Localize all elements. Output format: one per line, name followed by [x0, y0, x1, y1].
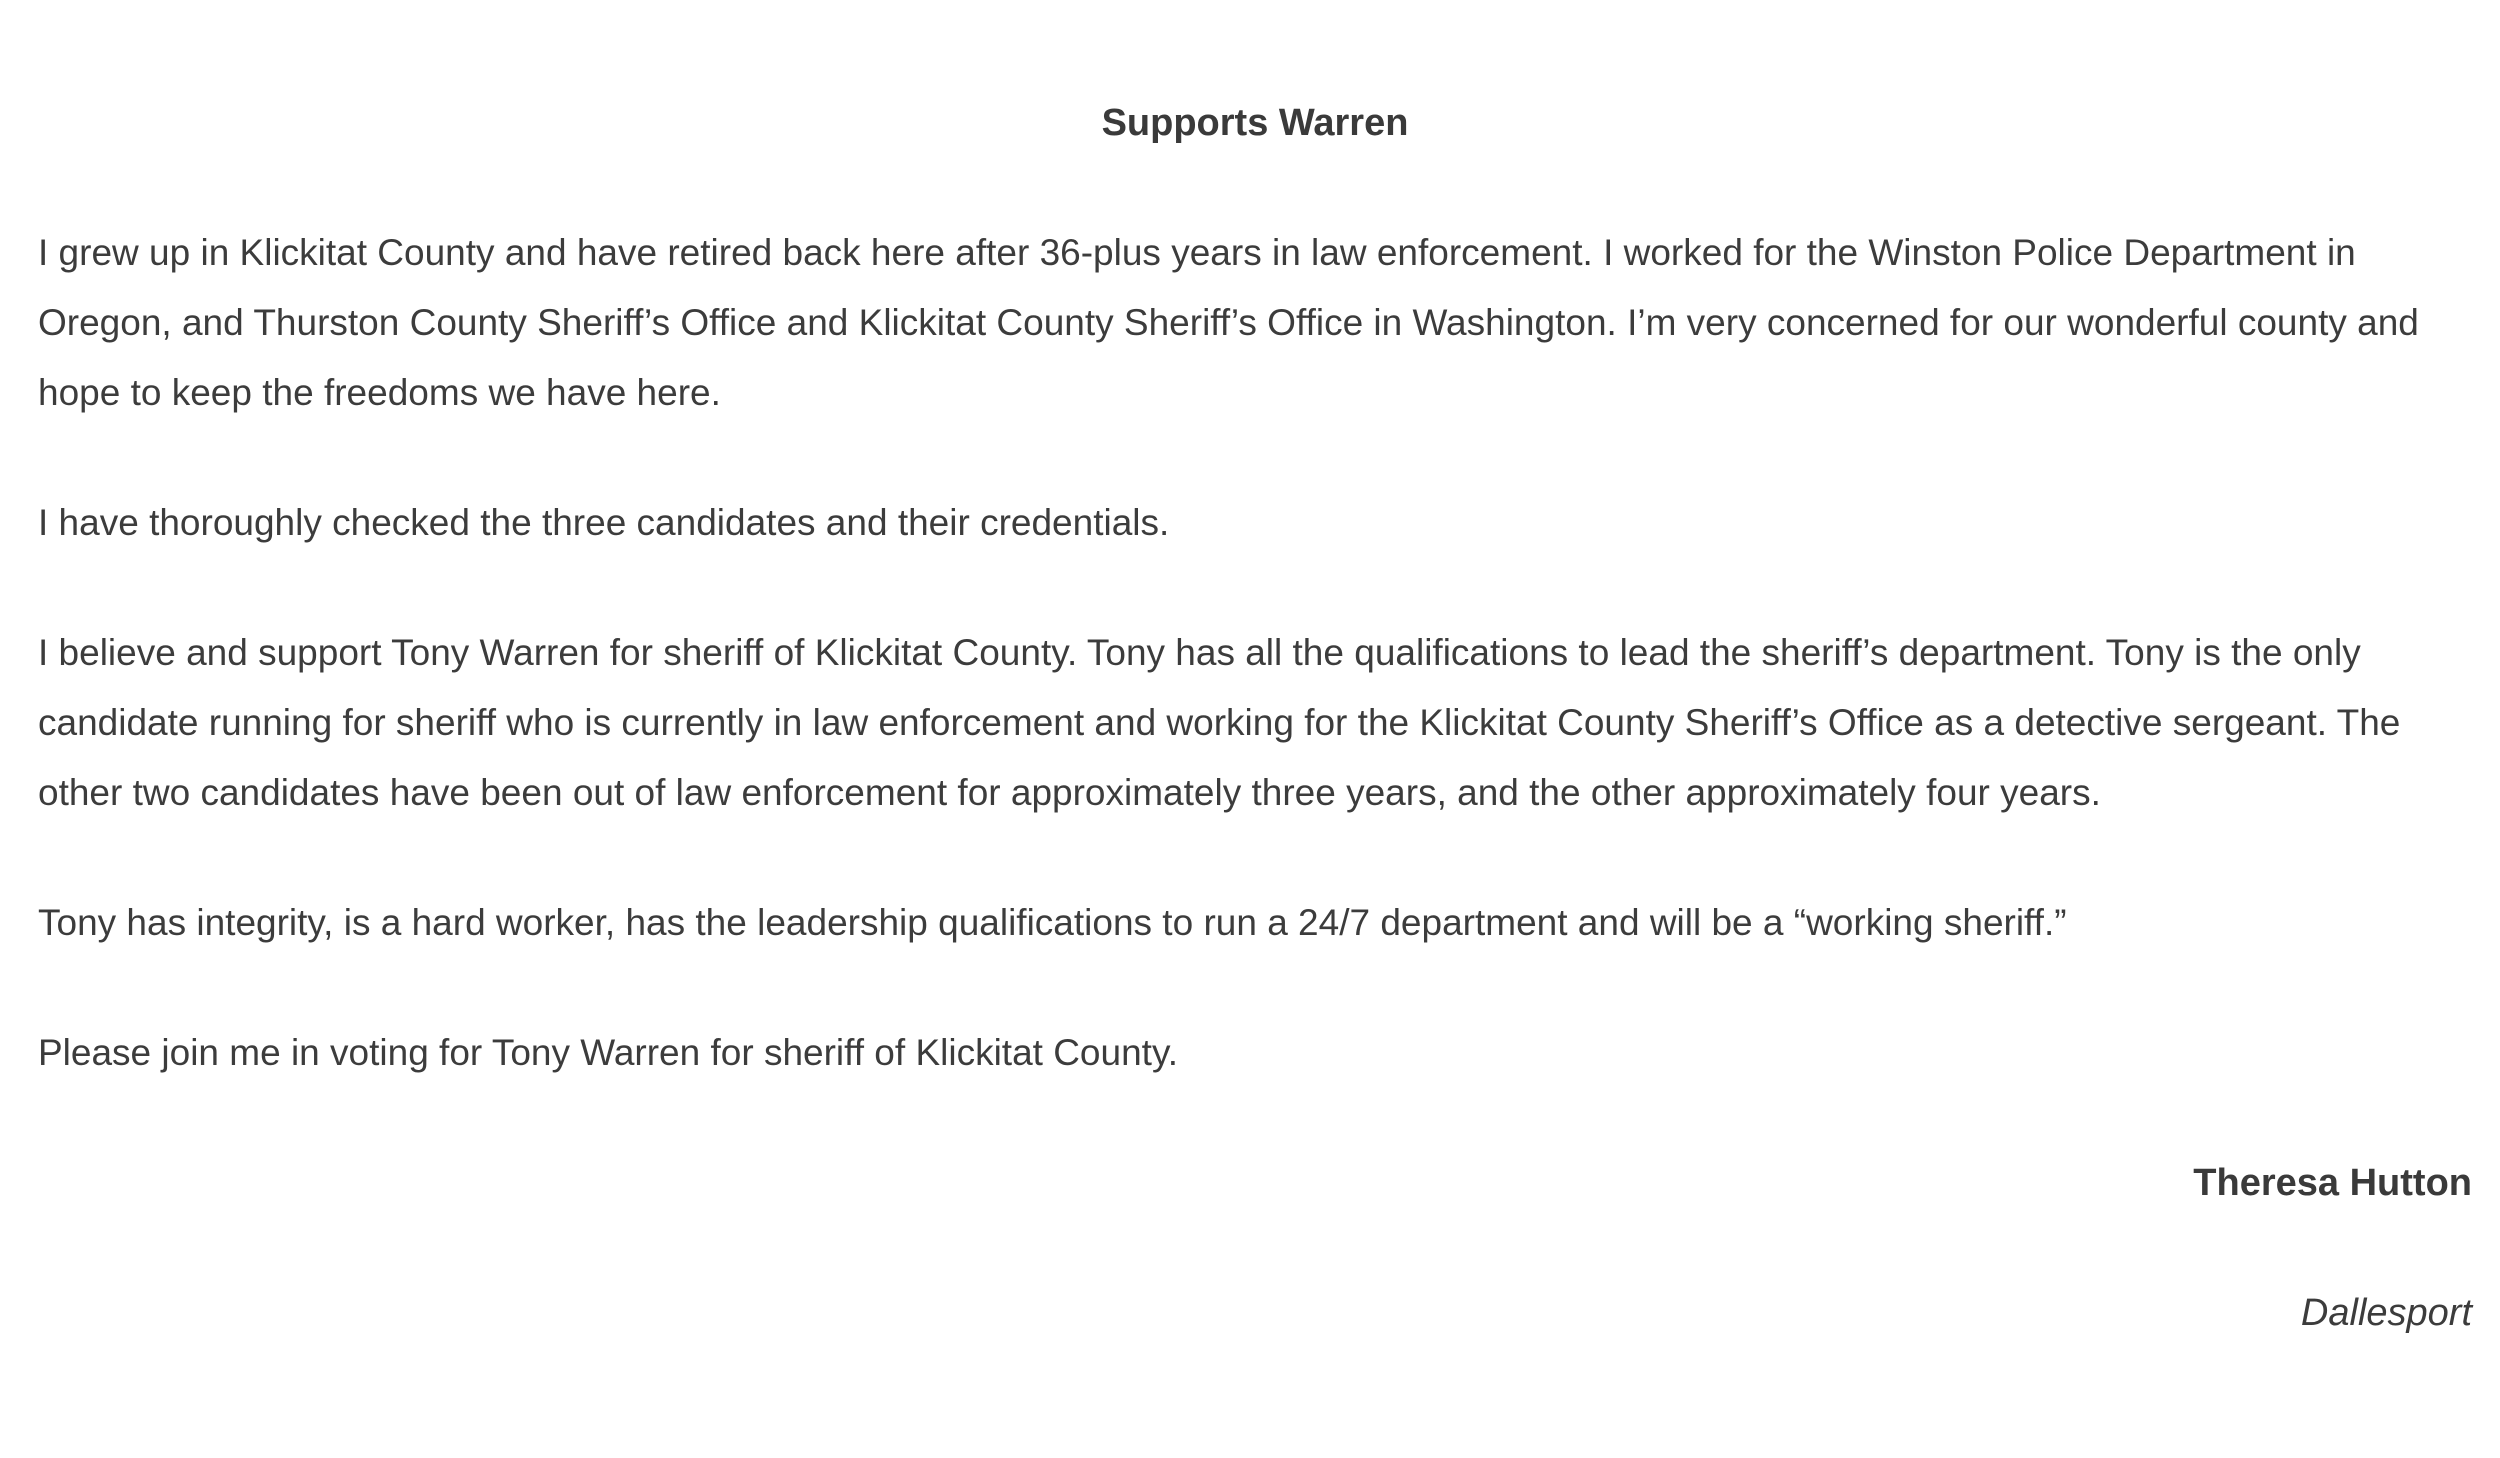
- letter-paragraph: I believe and support Tony Warren for sheriff of Klickitat County. Tony has all the qualifications to lead the sheriff’s department. Tony is the only candidate running for sheriff who is currently in law enforcement and working for the Klickitat County Sheriff’s Office as a detective sergeant. The other two candidates have been out of law enforcement for approximately three years, and the other approximately four years.: [38, 632, 2401, 813]
- signer-location: Dallesport: [2300, 1292, 2472, 1334]
- letter-paragraph: Please join me in voting for Tony Warren for sheriff of Klickitat County.: [38, 1032, 1178, 1073]
- letter-headline: Supports Warren: [1101, 102, 1409, 144]
- signer-name: Theresa Hutton: [2193, 1162, 2472, 1204]
- letter-to-editor: [38, 0, 2472, 1348]
- letter-paragraph: I have thoroughly checked the three candidates and their credentials.: [38, 502, 1170, 543]
- letter-paragraph: I grew up in Klickitat County and have retired back here after 36-plus years in law enforcement. I worked for the Winston Police Department in Oregon, and Thurston County Sheriff’s Office and Klickitat County Sheriff’s Office in Washington. I’m very concerned for our wonderful county and hope to keep the freedoms we have here.: [38, 232, 2419, 413]
- letter-paragraph: Tony has integrity, is a hard worker, has the leadership qualifications to run a 24/7 department and will be a “working sheriff.”: [38, 902, 2067, 943]
